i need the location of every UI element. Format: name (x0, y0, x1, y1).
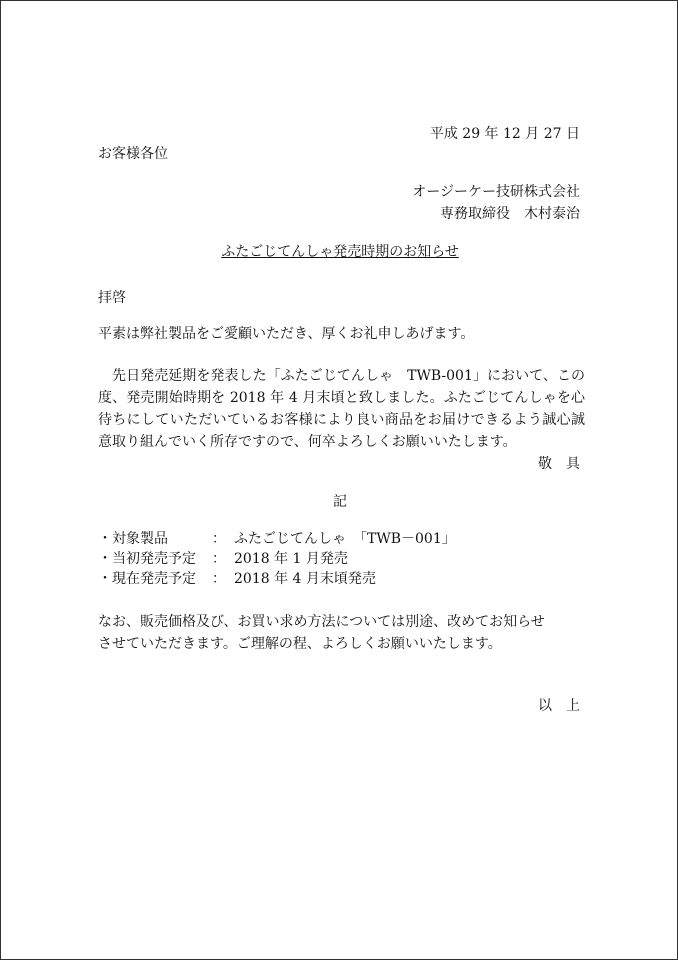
end-word: 以 上 (538, 698, 580, 714)
item-label: ・当初発売予定 (98, 551, 196, 567)
item-colon: ： (212, 571, 226, 587)
letter-title: ふたごじてんしゃ発売時期のお知らせ (221, 244, 459, 260)
item-label: ・対象製品 (98, 531, 168, 547)
sender-person: 専務取締役 木村泰治 (440, 206, 580, 222)
item-colon: ： (212, 551, 226, 567)
item-label: ・現在発売予定 (98, 571, 196, 587)
item-row (98, 549, 578, 569)
sender-company: オージーケー技研株式会社 (412, 184, 580, 200)
ki-heading: 記 (333, 494, 347, 510)
item-value: 2018 年 1 月発売 (234, 551, 348, 567)
item-colon: ： (212, 531, 226, 547)
recipient: お客様各位 (98, 146, 168, 162)
body-paragraph: 先日発売延期を発表した「ふたごじてんしゃ TWB-001」において、この度、発売開始時期を 2018 年 4 月末頃と致しました。ふたごじてんしゃを心待ちにしていただいているお客様により良い商品をお届けできるよう誠心誠意取り組んでいく所存ですので、何卒よろしくお願いいたします。 (98, 368, 585, 450)
note-line: させていただきます。ご理解の程、よろしくお願いいたします。 (98, 636, 502, 652)
note-line: なお、販売価格及び、お買い求め方法については別途、改めてお知らせ (98, 614, 545, 630)
letter-title-row (1, 241, 678, 263)
closing-word: 敬 具 (538, 456, 580, 472)
opening-word: 拝啓 (98, 290, 126, 306)
letter-date: 平成 29 年 12 月 27 日 (429, 126, 580, 142)
item-row (98, 569, 578, 589)
item-row (98, 529, 578, 549)
item-value: 2018 年 4 月末頃発売 (234, 571, 376, 587)
item-value: ふたごじてんしゃ 「TWB－001」 (234, 531, 456, 547)
greeting: 平素は弊社製品をご愛顧いただき、厚くお礼申しあげます。 (98, 326, 475, 342)
item-list (98, 529, 578, 589)
note-paragraph (98, 611, 585, 655)
